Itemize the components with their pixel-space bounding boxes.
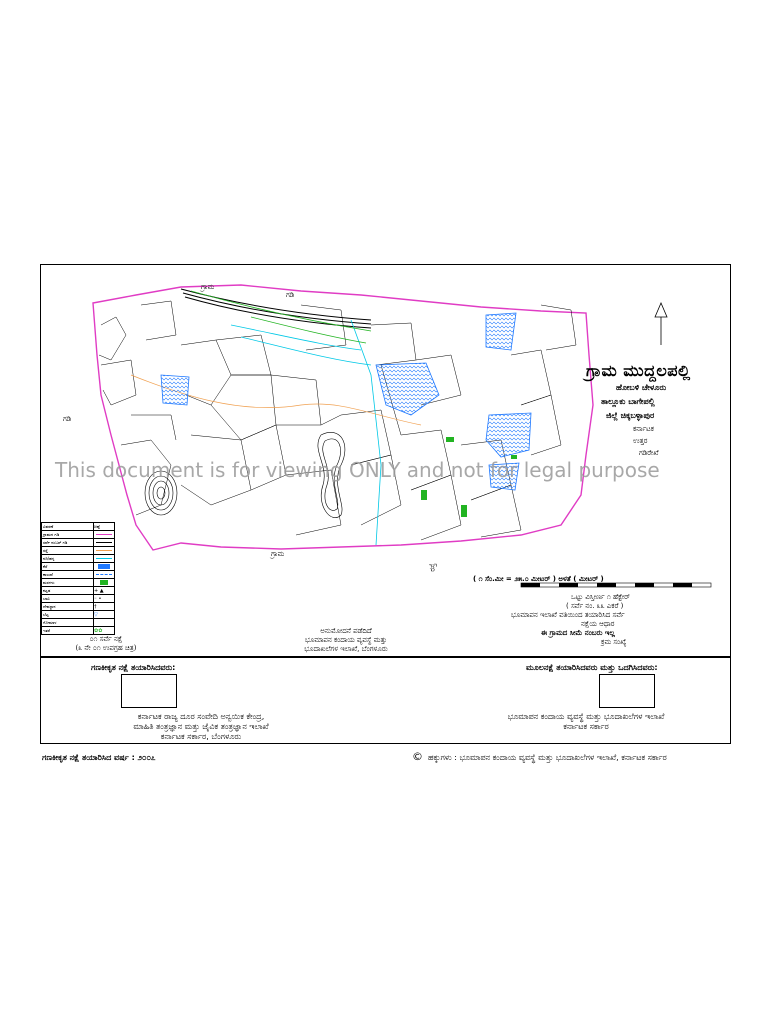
right-credit-line-2: ಕರ್ನಾಟಕ ಸರ್ಕಾರ [563,722,609,731]
footer-year: ಗಣಕೀಕೃತ ನಕ್ಷೆ ತಯಾರಿಸಿದ ವರ್ಷ : ೨೦೦೭ [42,753,156,762]
area-line-1: ಒಟ್ಟು ವಿಸ್ತೀರ್ಣ ೧ ಹೆಕ್ಟೇರ್ [571,593,631,601]
neighbor-label-1: ಗ್ರಾಮ [201,283,215,291]
taluk-name: ತಾಲ್ಲೂಕು ಬಾಗೇಪಲ್ಲಿ [601,397,655,406]
small-note-2: ಕ್ರಮ ಸಂಖ್ಯೆ [601,638,627,646]
north-label: ಉತ್ತರ [633,437,648,445]
legend-header-right: ಚಿಹ್ನೆ [94,524,101,529]
legend-item: ಬಾವಿ [42,595,94,602]
legend-item: ಕೆರೆ [42,563,94,570]
center-note-2: ಭೂಮಾಪನ ಕಂದಾಯ ವ್ಯವಸ್ಥೆ ಮತ್ತು [304,636,388,644]
area-line-2: ( ಸರ್ವೆ ನಂ. ೩೩ ಎಕರೆ ) [566,602,624,610]
watermark-text: This document is for viewing ONLY and not for legal purpose [55,458,660,482]
left-credit-heading: ಗಣಕೀಕೃತ ನಕ್ಷೆ ತಯಾರಿಸಿದವರು: [91,663,176,672]
legend-item: ಸರ್ವೆ ನಂಬರ್ ಗಡಿ [42,539,94,546]
legend-item: ಗೋಮಾಳ [42,619,94,626]
right-credit-heading: ಮೂಲನಕ್ಷೆ ತಯಾರಿಸಿದವರು ಮತ್ತು ಒದಗಿಸಿದವರು: [526,663,658,672]
tank-1 [161,375,189,405]
copyright-icon: © [412,750,423,763]
map-title: ಗ್ರಾಮ ಮುದ್ದಲಪಲ್ಲಿ [586,361,691,380]
neighbor-label-3: ಗ್ರಾಮ [271,550,285,558]
right-seal [599,674,655,708]
road-label: ರಸ್ತೆ [428,563,437,572]
left-seal [121,674,177,708]
legend-item: ಮರಗಳು [42,579,94,586]
right-credit-line-1: ಭೂಮಾಪನ ಕಂದಾಯ ವ್ಯವಸ್ಥೆ ಮತ್ತು ಭೂದಾಖಲೆಗಳ ಇಲಾಖೆ [507,712,665,721]
legend-item: ಕಾಲುವೆ [42,571,94,578]
footer-rights: ಹಕ್ಕುಗಳು : ಭೂಮಾಪನ ಕಂದಾಯ ವ್ಯವಸ್ಥೆ ಮತ್ತು ಭೂದಾಖಲೆಗಳ ಇಲಾಖೆ, ಕರ್ನಾಟಕ ಸರ್ಕಾರ [428,753,667,762]
village-note: ಈ ಗ್ರಾಮದ ಸೀಮೆ ನಂಬರು ಇಲ್ಲ [541,629,615,637]
left-note-1: ೦೧ ಸರ್ವೆ ನಕ್ಷೆ [89,635,123,643]
legend-item: ಗ್ರಾಮದ ಗಡಿ [42,531,94,538]
streams [231,320,381,545]
district-name: ಜಿಲ್ಲೆ ಚಿಕ್ಕಬಳ್ಳಾಪುರ [606,411,655,420]
left-credit-line-2: ಮಾಹಿತಿ ತಂತ್ರಜ್ಞಾನ ಮತ್ತು ಜೈವಿಕ ತಂತ್ರಜ್ಞಾನ ಇಲಾಖೆ [133,722,269,731]
left-note-2: (೩ ನೇ ೦೧ ಉಪಗ್ರಹ ಚಿತ್ರ) [75,644,137,652]
legend-item: ದೇವಸ್ಥಾನ [42,603,94,610]
credits-box [40,657,731,744]
center-note-1: ಅನುಮೋದನೆ ಪಡೆದಿದೆ [320,627,372,635]
left-credit-line-1: ಕರ್ನಾಟಕ ರಾಜ್ಯ ದೂರ ಸಂವೇದಿ ಅನ್ವಯಿಕ ಕೇಂದ್ರ, [137,712,265,721]
legend-item: ರಸ್ತೆ [42,547,94,554]
north-arrow-icon [655,303,667,345]
legend-item: ಇತರೆ [42,627,94,634]
legend-item: ಬೆಟ್ಟ [42,611,94,618]
tank-2 [376,363,439,415]
legend-item: ನದಿ/ಹಳ್ಳ [42,555,94,562]
legend-header-left: ವಿವರಣೆ [42,523,94,530]
tank-3 [486,313,516,350]
legend-item: ಕಟ್ಟಡ [42,587,94,594]
state-name: ಕರ್ನಾಟಕ [633,425,654,433]
left-credit-line-3: ಕರ್ನಾಟಕ ಸರ್ಕಾರ, ಬೆಂಗಳೂರು [160,732,242,741]
survey-line-2: ನಕ್ಷೆಯ ಆಧಾರ [581,620,615,628]
neighbor-label-4: ಗಡಿ [63,415,72,423]
tank-4 [486,413,531,457]
center-note-3: ಭೂದಾಖಲೆಗಳ ಇಲಾಖೆ, ಬೆಂಗಳೂರು [304,645,388,653]
hobli-name: ಹೋಬಳಿ ಚೇಳೂರು [616,383,667,392]
survey-line: ಭೂಮಾಪನ ಇಲಾಖೆ ವತಿಯಿಂದ ತಯಾರಿಸಿದ ಸರ್ವೆ [511,611,625,619]
small-note: ಗಡಿರೇಖೆ [639,449,659,457]
neighbor-label-2: ಗಡಿ [286,291,295,299]
legend-table: ವಿವರಣೆ ಚಿಹ್ನೆ ಗ್ರಾಮದ ಗಡಿ ಸರ್ವೆ ನಂಬರ್ ಗಡಿ ರಸ್ತೆ ನದಿ/ಹಳ್ಳ ಕೆರೆ ಕಾಲುವೆ ಮರಗಳು ಕಟ್ಟಡ + ▲ ಬಾವಿ ◦ • ದೇವಸ್ಥಾನ † ಬೆಟ್ಟ ▽ ಗೋಮಾಳ ಇತರೆ ✿✿ [41,522,115,635]
scale-text: ( ೧ ಸೆಂ.ಮೀ = ೨೫.೦ ಮೀಟರ್ ) ಅಳತೆ ( ಮೀಟರ್ ) [473,575,604,583]
